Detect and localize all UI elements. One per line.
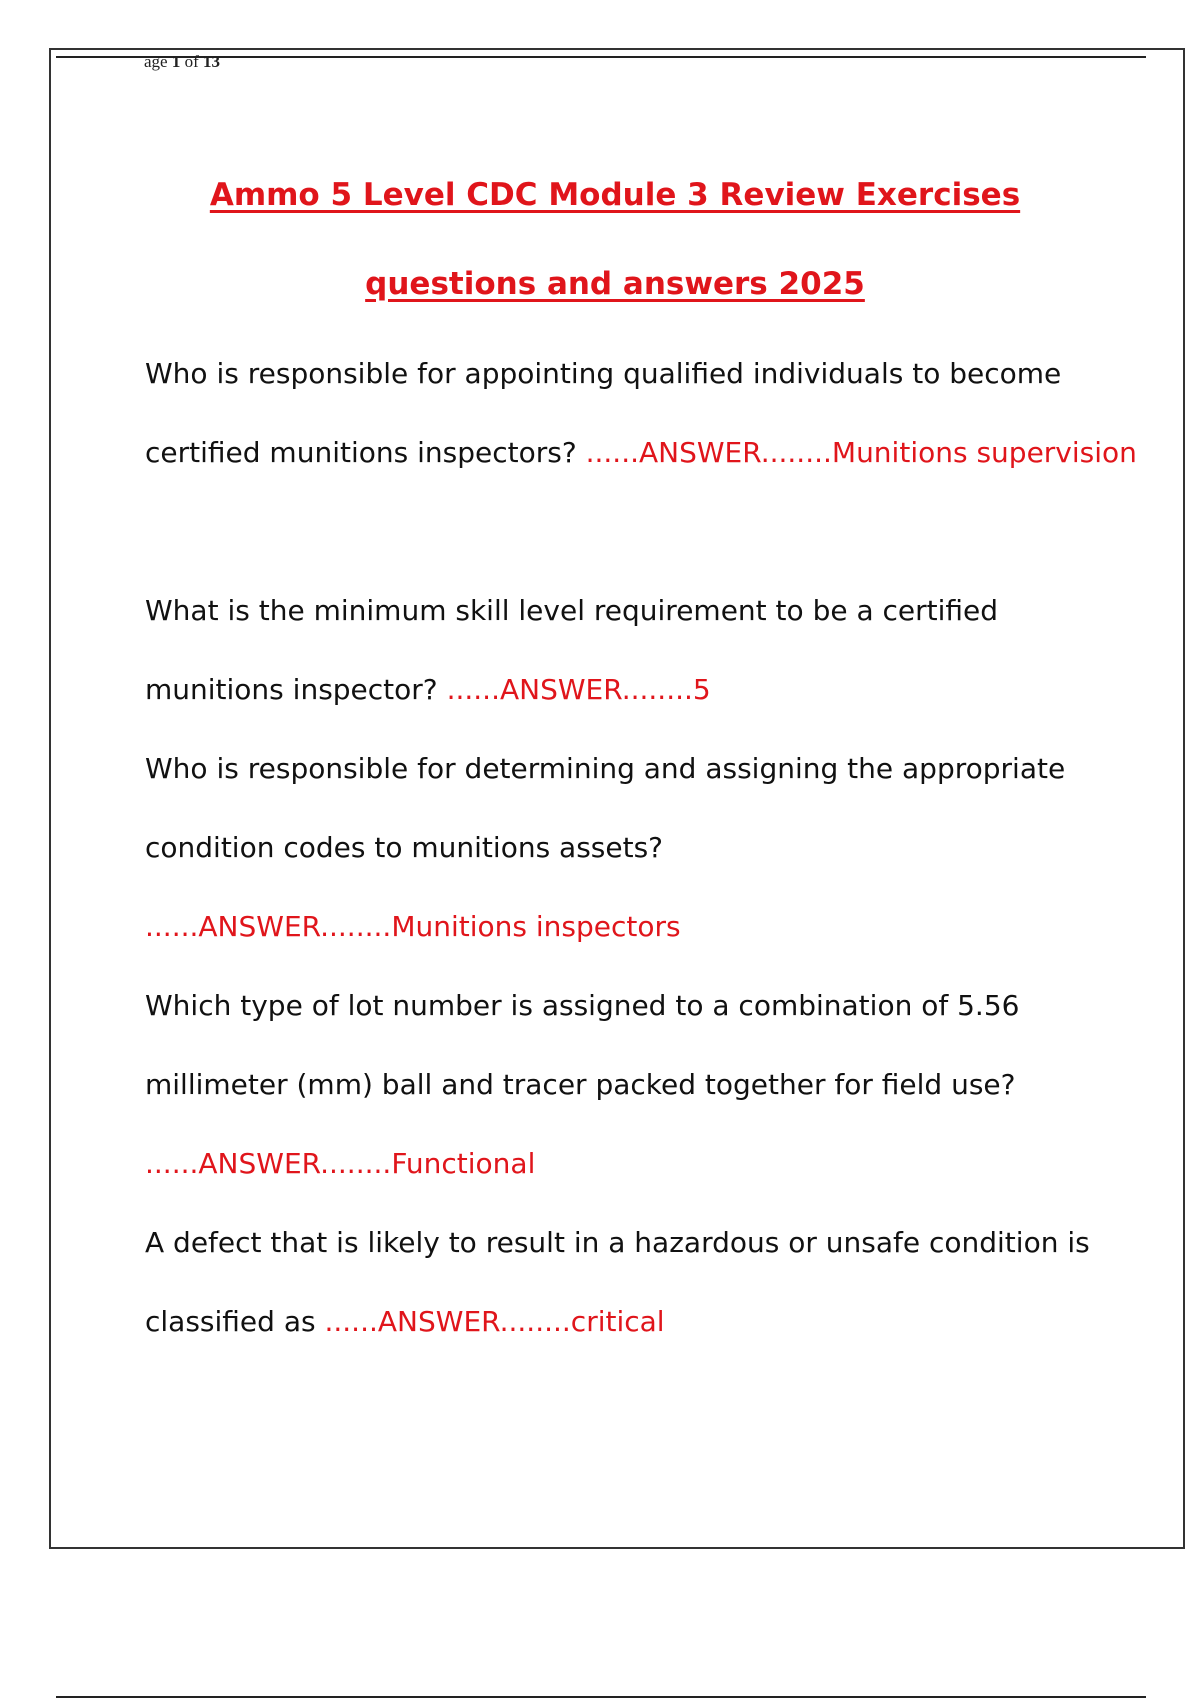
document-subtitle: questions and answers 2025 xyxy=(365,266,865,302)
answer-marker: ......ANSWER........ xyxy=(585,436,832,469)
question-text: What is the minimum skill level requirement to be a certified munitions inspector? xyxy=(145,594,999,706)
answer-value: 5 xyxy=(692,673,711,706)
question-text: Who is responsible for determining and assigning the appropriate condition codes to munitions assets? xyxy=(145,752,1066,864)
question-text: Who is responsible for appointing qualified individuals to become certified munitions inspectors? xyxy=(145,357,1062,469)
question-text: Which type of lot number is assigned to a combination of 5.56 millimeter (mm) ball and tracer packed together for field use? xyxy=(145,989,1020,1101)
answer-value: critical xyxy=(570,1305,665,1338)
answer-text xyxy=(447,673,711,706)
answer-text xyxy=(145,1147,535,1180)
page-total: 13 xyxy=(203,52,221,71)
page-label-prefix: age xyxy=(144,52,172,71)
qa-item xyxy=(145,966,1145,1203)
question-text: A defect that is likely to result in a hazardous or unsafe condition is classified as xyxy=(145,1226,1090,1338)
page-current: 1 xyxy=(171,52,181,71)
answer-marker: ......ANSWER........ xyxy=(446,673,693,706)
answer-text xyxy=(324,1305,664,1338)
page-number-label xyxy=(144,52,220,72)
answer-marker: ......ANSWER........ xyxy=(145,910,392,943)
answer-text xyxy=(145,910,681,943)
footer-rule xyxy=(56,1696,1146,1698)
answer-text xyxy=(586,436,1137,469)
answer-value: Functional xyxy=(391,1147,536,1180)
answer-value: Munitions inspectors xyxy=(391,910,681,943)
qa-item xyxy=(145,334,1145,492)
page-label-of: of xyxy=(180,52,204,71)
qa-item xyxy=(145,729,1145,966)
qa-item xyxy=(145,571,1145,729)
answer-value: Munitions supervision xyxy=(831,436,1137,469)
answer-marker: ......ANSWER........ xyxy=(145,1147,392,1180)
qa-item xyxy=(145,1203,1145,1361)
answer-marker: ......ANSWER........ xyxy=(324,1305,571,1338)
document-title: Ammo 5 Level CDC Module 3 Review Exercises xyxy=(209,177,1021,213)
